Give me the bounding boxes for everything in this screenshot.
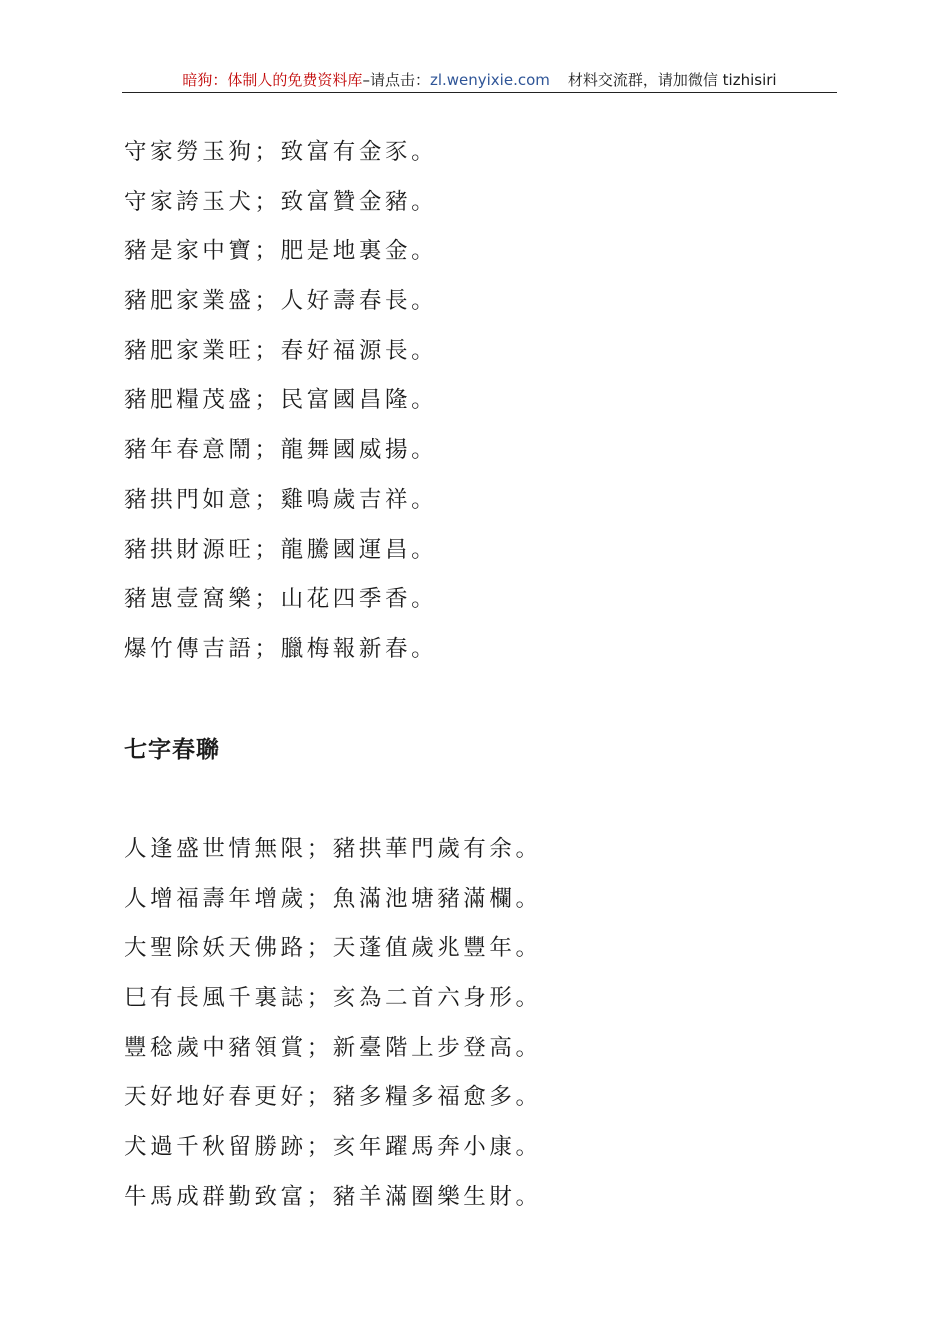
couplet-line: 天好地好春更好；豬多糧多福愈多。 <box>124 1084 542 1111</box>
couplet-line: 豬拱財源旺；龍騰國運昌。 <box>124 536 438 563</box>
header-url-link[interactable]: zl.wenyixie.com <box>429 71 550 89</box>
couplet-line: 守家誇玉犬；致富贊金豬。 <box>124 188 438 215</box>
couplet-line: 豐稔歲中豬領賞；新臺階上步登高。 <box>124 1034 542 1061</box>
header-click-prompt: –请点击： <box>362 71 430 89</box>
header-brand: 暗狗：体制人的免费资料库 <box>182 71 363 89</box>
couplet-line: 豬拱門如意；雞鳴歲吉祥。 <box>124 486 438 513</box>
section-heading-seven-char: 七字春聯 <box>124 737 220 763</box>
couplet-line: 豬年春意鬧；龍舞國威揚。 <box>124 437 438 464</box>
couplet-line: 大聖除妖天佛路；天蓬值歲兆豐年。 <box>124 935 542 962</box>
couplet-line: 犬過千秋留勝跡；亥年躍馬奔小康。 <box>124 1134 542 1161</box>
couplet-line: 巳有長風千裏誌；亥為二首六身形。 <box>124 985 542 1012</box>
couplet-line: 豬崽壹窩樂；山花四季香。 <box>124 586 438 613</box>
couplet-line: 人增福壽年增歲；魚滿池塘豬滿欄。 <box>124 885 542 912</box>
couplet-line: 人逢盛世情無限；豬拱華門歲有余。 <box>124 836 542 862</box>
five-char-couplet-list <box>124 128 437 675</box>
couplet-line: 牛馬成群勤致富；豬羊滿圈樂生財。 <box>124 1183 542 1210</box>
couplet-line: 豬肥糧茂盛；民富國昌隆。 <box>124 387 438 414</box>
couplet-line: 守家勞玉狗；致富有金豕。 <box>124 139 438 165</box>
seven-char-couplet-list <box>124 825 542 1223</box>
couplet-line: 豬肥家業盛；人好壽春長。 <box>124 288 438 315</box>
couplet-line: 豬肥家業旺；春好福源長。 <box>124 337 438 364</box>
page-header <box>122 68 837 93</box>
couplet-line: 豬是家中寶；肥是地裏金。 <box>124 238 438 265</box>
couplet-line: 爆竹傳吉語；臘梅報新春。 <box>124 635 438 662</box>
header-contact: 材料交流群，请加微信 tizhisiri <box>567 71 777 89</box>
